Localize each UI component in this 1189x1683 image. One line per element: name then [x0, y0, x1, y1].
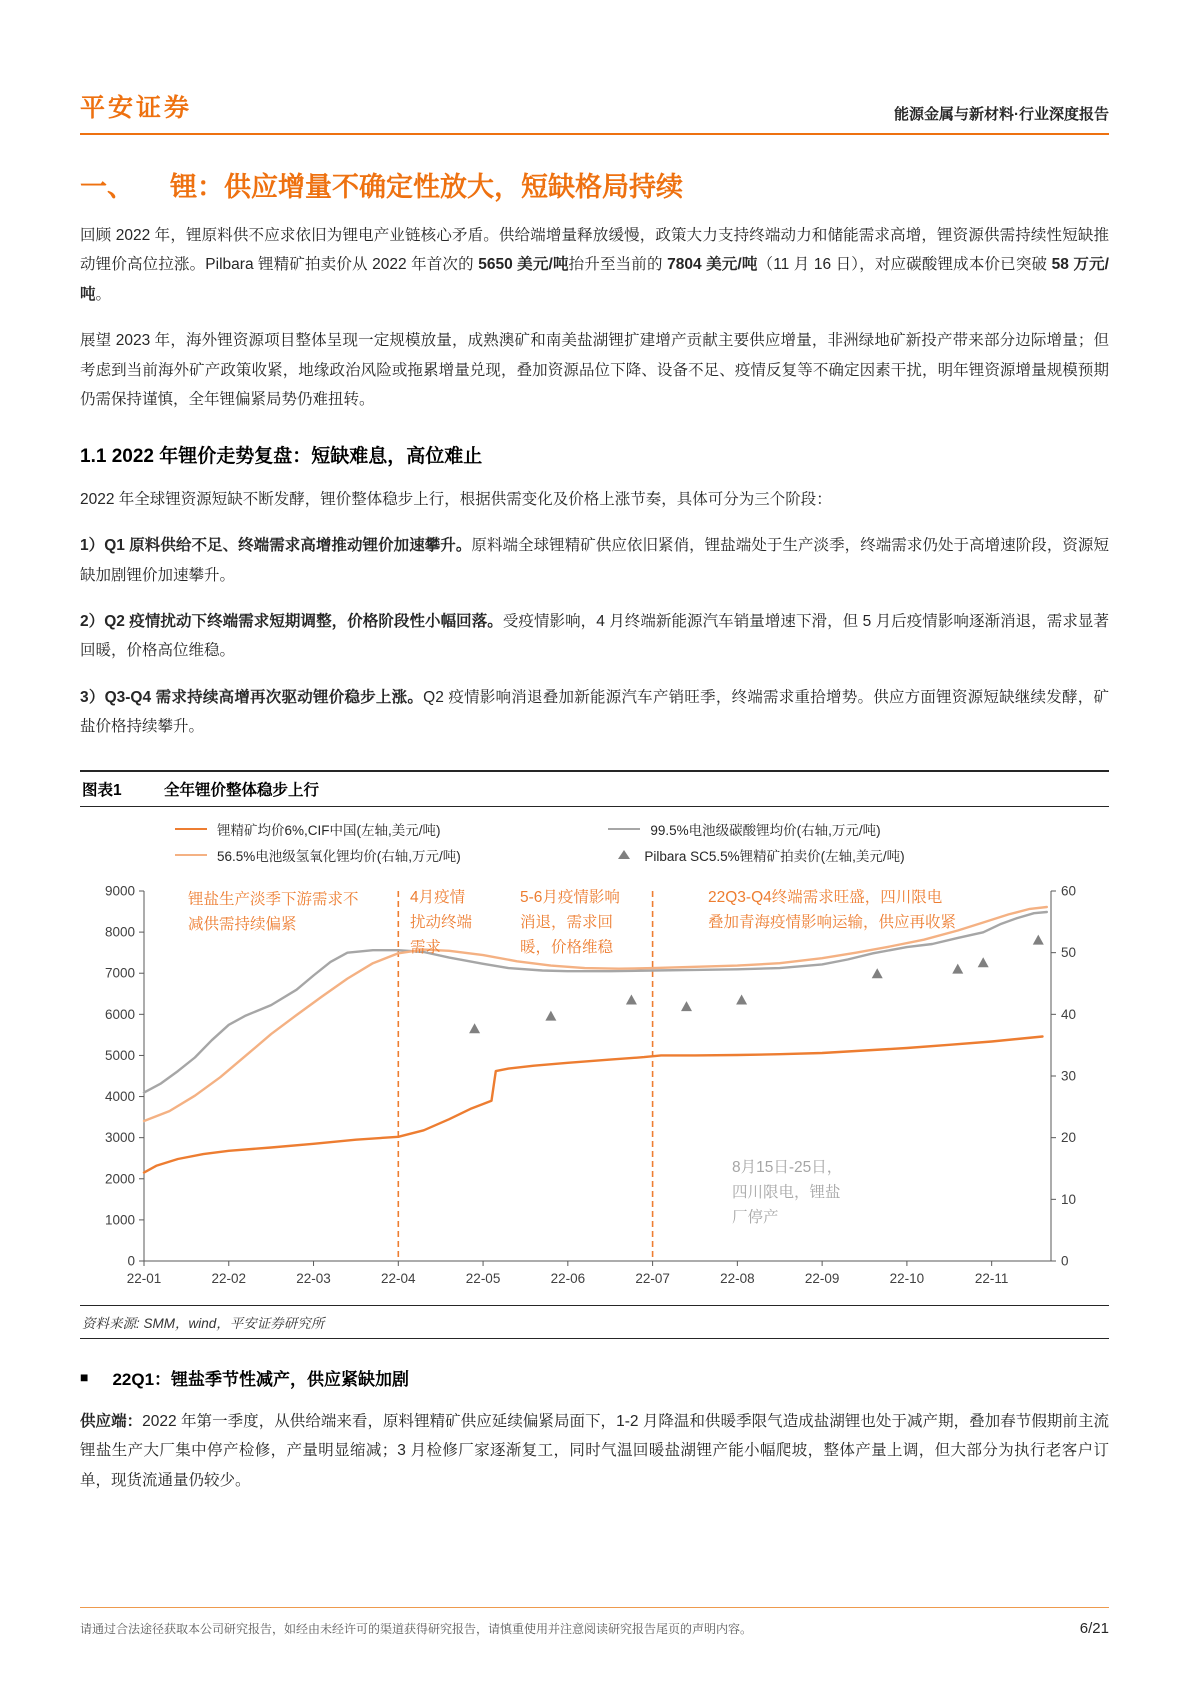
svg-text:10: 10 [1061, 1191, 1077, 1207]
figure-label: 图表1 [82, 781, 122, 799]
line-marker-icon [175, 828, 207, 830]
figure-source: 资料来源: SMM，wind，平安证券研究所 [80, 1305, 1109, 1339]
paragraph: 2）Q2 疫情扰动下终端需求短期调整，价格阶段性小幅回落。受疫情影响，4 月终端新能源汽车销量增速下滑，但 5 月后疫情影响逐渐消退，需求显著回暖，价格高位维稳。 [80, 612, 1109, 660]
report-type-label: 能源金属与新材料·行业深度报告 [894, 106, 1109, 123]
chart-annotation: 锂盐生产淡季下游需求不减供需持续偏紧 [188, 890, 359, 933]
legend-item [175, 845, 553, 865]
svg-text:22-10: 22-10 [889, 1270, 925, 1286]
legend-item [608, 819, 1109, 839]
svg-text:50: 50 [1061, 944, 1077, 960]
paragraph: 供应端：2022 年第一季度，从供给端来看，原料锂精矿供应延续偏紧局面下，1-2 月降温和供暖季限气造成盐湖锂也处于减产期，叠加春节假期前主流锂盐生产大厂集中停产检修，产量明显缩减；3 月检修厂家逐渐复工，同时气温回暖盐湖锂产能小幅爬坡，整体产量上调，但大部分为执行老客户订单，现货流通量仍较少。 [80, 1412, 1109, 1489]
chart-container [80, 807, 1109, 1305]
square-bullet-icon: ■ [80, 1369, 89, 1386]
stage-paragraphs [80, 485, 1109, 742]
chart-area [80, 873, 1109, 1303]
paragraph: 回顾 2022 年，锂原料供不应求依旧为锂电产业链核心矛盾。供给端增量释放缓慢，政策大力支持终端动力和储能需求高增，锂资源供需持续性短缺推动锂价高位拉涨。Pilbara 锂精矿拍卖价从 2022 年首次的 5650 美元/吨抬升至当前的 7804 美元/吨（11 月 16 日），对应碳酸锂成本价已突破 58 万元/吨。 [80, 227, 1109, 303]
svg-text:0: 0 [1061, 1253, 1069, 1269]
paragraph: 展望 2023 年，海外锂资源项目整体呈现一定规模放量，成熟澳矿和南美盐湖锂扩建增产贡献主要供应增量，非洲绿地矿新投产带来部分边际增量；但考虑到当前海外矿产政策收紧，地缘政治风险或拖累增量兑现，叠加资源品位下降、设备不足、疫情反复等不确定因素干扰，明年锂资源增量规模预期仍需保持谨慎，全年锂偏紧局势仍难扭转。 [80, 332, 1109, 409]
svg-text:22-02: 22-02 [211, 1270, 247, 1286]
svg-text:20: 20 [1061, 1129, 1077, 1145]
triangle-marker-icon [618, 850, 630, 859]
svg-text:4000: 4000 [104, 1088, 135, 1104]
svg-text:22-06: 22-06 [550, 1270, 586, 1286]
svg-text:40: 40 [1061, 1006, 1077, 1022]
svg-text:6000: 6000 [104, 1006, 135, 1022]
page-header [80, 88, 1109, 135]
svg-text:22-01: 22-01 [126, 1270, 162, 1286]
figure-block [80, 770, 1109, 1339]
section-heading [80, 165, 1109, 204]
svg-text:60: 60 [1061, 883, 1077, 899]
section-number: 一、 [80, 172, 134, 202]
svg-text:22-05: 22-05 [465, 1270, 501, 1286]
supply-paragraphs [80, 1407, 1109, 1495]
svg-text:9000: 9000 [104, 883, 135, 899]
legend-item [175, 819, 553, 839]
svg-text:22-04: 22-04 [381, 1270, 416, 1286]
legend-item [608, 845, 1109, 865]
chart-annotation: 22Q3-Q4终端需求旺盛，四川限电叠加青海疫情影响运输，供应再收紧 [708, 888, 957, 931]
svg-text:8000: 8000 [104, 924, 135, 940]
chart-annotation: 8月15日-25日，四川限电，锂盐厂停产 [732, 1158, 843, 1226]
svg-text:3000: 3000 [104, 1129, 135, 1145]
svg-text:22-09: 22-09 [804, 1270, 840, 1286]
figure-header [80, 770, 1109, 807]
legend-label: 56.5%电池级氢氧化锂均价(右轴,万元/吨) [217, 848, 461, 864]
q1-subsection-heading [80, 1365, 1109, 1390]
paragraph: 3）Q3-Q4 需求持续高增再次驱动锂价稳步上涨。Q2 疫情影响消退叠加新能源汽车产销旺季，终端需求重拾增势。供应方面锂资源短缺继续发酵，矿盐价格持续攀升。 [80, 688, 1109, 736]
footer-disclaimer: 请通过合法途径获取本公司研究报告，如经由未经许可的渠道获得研究报告，请慎重使用并注意阅读研究报告尾页的声明内容。 [80, 1622, 753, 1636]
svg-text:0: 0 [127, 1253, 135, 1269]
page-number: 6/21 [1079, 1620, 1109, 1637]
figure-title: 全年锂价整体稳步上行 [164, 781, 320, 799]
svg-text:22-08: 22-08 [720, 1270, 755, 1286]
svg-text:22-07: 22-07 [635, 1270, 670, 1286]
brand-logo: 平安证券 [80, 94, 193, 122]
legend-label: Pilbara SC5.5%锂精矿拍卖价(左轴,美元/吨) [644, 848, 905, 864]
chart-annotation: 5-6月疫情影响消退，需求回暖，价格维稳 [520, 888, 620, 956]
q1-title: 22Q1：锂盐季节性减产，供应紧缺加剧 [112, 1369, 410, 1389]
paragraph: 2022 年全球锂资源短缺不断发酵，锂价整体稳步上行，根据供需变化及价格上涨节奏，具体可分为三个阶段： [80, 490, 832, 508]
chart-annotation: 4月疫情扰动终端需求 [410, 888, 473, 956]
legend-label: 99.5%电池级碳酸锂均价(右轴,万元/吨) [650, 822, 881, 838]
subsection-heading: 1.1 2022 年锂价走势复盘：短缺难息，高位难止 [80, 445, 483, 467]
svg-text:30: 30 [1061, 1068, 1077, 1084]
intro-paragraphs [80, 221, 1109, 415]
svg-text:2000: 2000 [104, 1170, 135, 1186]
chart-legend [80, 819, 1109, 865]
svg-text:22-03: 22-03 [296, 1270, 331, 1286]
svg-text:7000: 7000 [104, 965, 135, 981]
line-marker-icon [175, 854, 207, 856]
paragraph: 1）Q1 原料供给不足、终端需求高增推动锂价加速攀升。原料端全球锂精矿供应依旧紧俏，锂盐端处于生产淡季，终端需求仍处于高增速阶段，资源短缺加剧锂价加速攀升。 [80, 537, 1109, 584]
section-title-text: 锂：供应增量不确定性放大，短缺格局持续 [170, 172, 683, 202]
line-marker-icon [608, 828, 640, 830]
svg-text:5000: 5000 [104, 1047, 135, 1063]
svg-text:22-11: 22-11 [974, 1270, 1009, 1286]
page-footer [80, 1607, 1109, 1637]
legend-label: 锂精矿均价6%,CIF中国(左轴,美元/吨) [217, 822, 441, 838]
svg-text:1000: 1000 [104, 1212, 135, 1228]
